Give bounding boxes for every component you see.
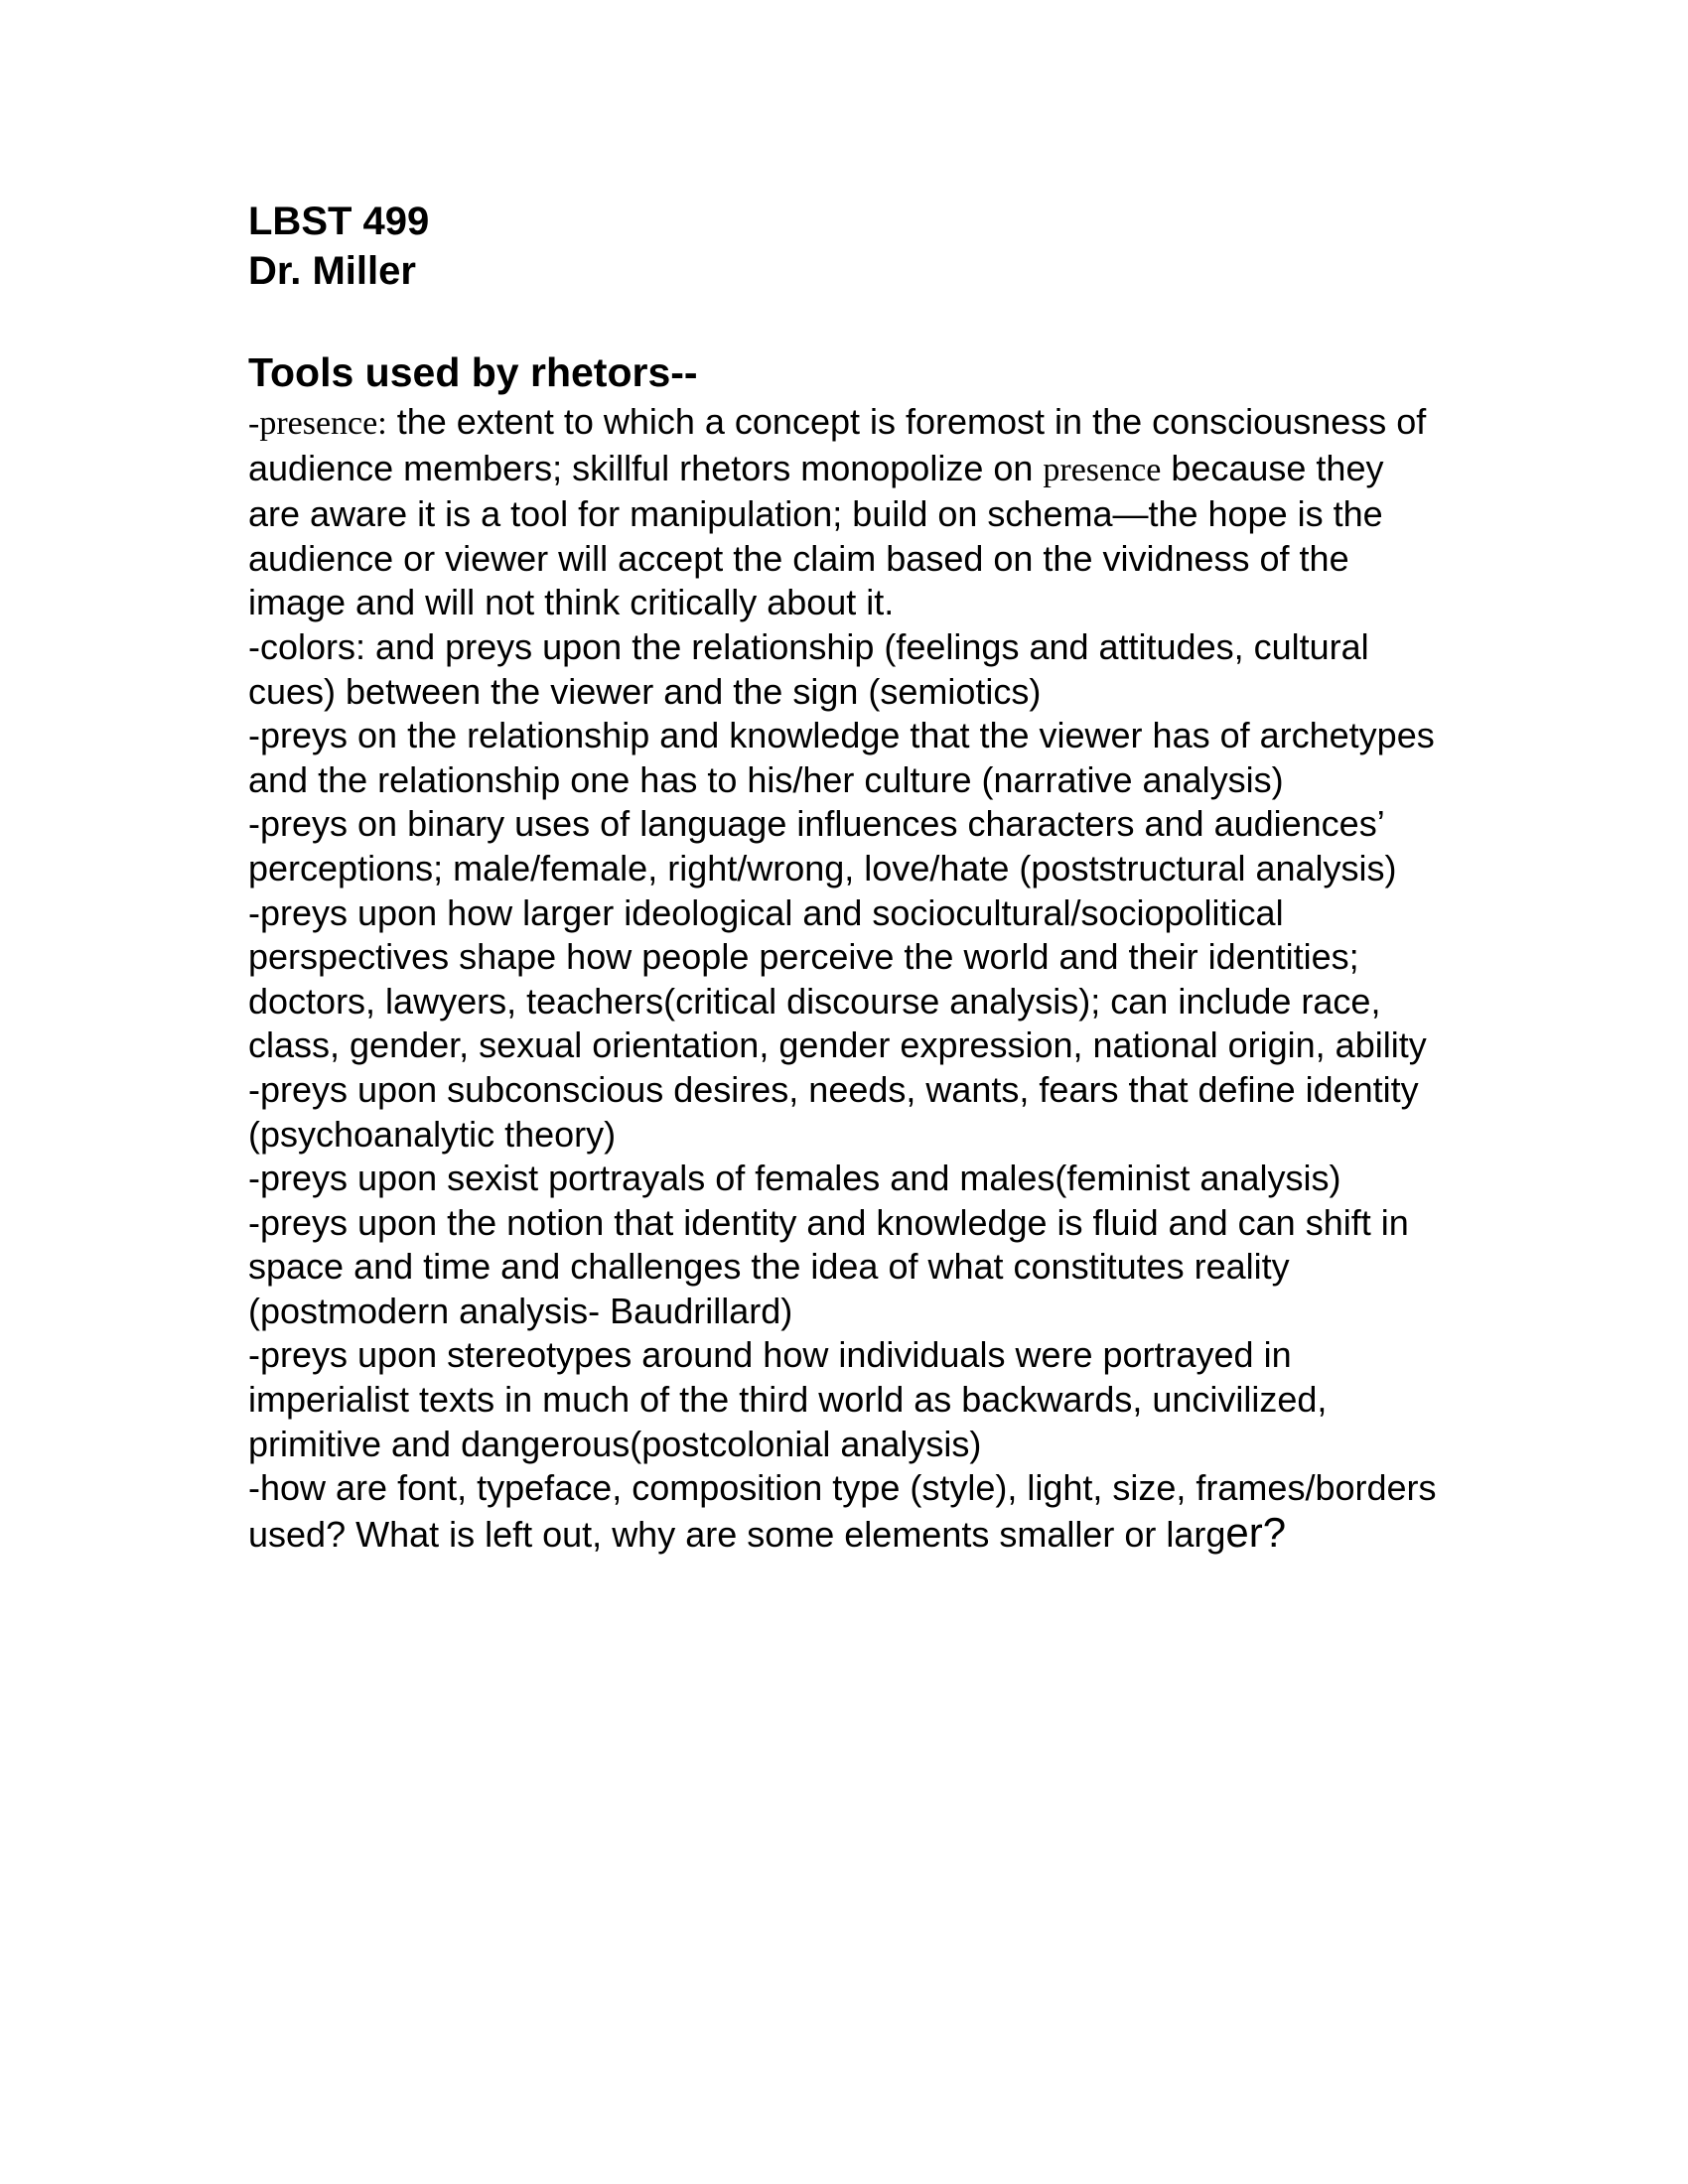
- visual-elements-text: -how are font, typeface, composition type (style), light, size, frames/borders used? What is left out, why are some elements smaller or larg: [248, 1467, 1437, 1555]
- tools-list: [248, 400, 1440, 1557]
- instructor-name: Dr. Miller: [248, 249, 416, 293]
- presence-term: -presence: [248, 405, 378, 442]
- presence-colon: :: [377, 405, 387, 442]
- paragraph-visual-elements: [248, 1466, 1440, 1557]
- presence-text-2: because they are aware it is a tool for manipulation; build on schema—the hope is the audience or viewer will accept the claim based on the vividness of the image and will not think critically about it.: [248, 447, 1384, 623]
- paragraph-narrative: -preys on the relationship and knowledge that the viewer has of archetypes and the relationship one has to his/her culture (narrative analysis): [248, 715, 1435, 800]
- section-title: Tools used by rhetors--: [248, 349, 698, 395]
- visual-elements-tail: er?: [1225, 1508, 1287, 1556]
- paragraph-presence: [248, 400, 1440, 625]
- paragraph-colors: -colors: and preys upon the relationship (feelings and attitudes, cultural cues) between the viewer and the sign (semiotics): [248, 625, 1369, 712]
- paragraph-poststructural: -preys on binary uses of language influences characters and audiences’ perceptions; male/female, right/wrong, love/hate (poststructural analysis): [248, 803, 1397, 888]
- presence-text-1: the extent to which a concept is foremost in the consciousness of audience members; skillful rhetors monopolize on: [248, 401, 1427, 488]
- paragraph-postcolonial: -preys upon stereotypes around how individuals were portrayed in imperialist texts in much of the third world as backwards, uncivilized, primitive and dangerous(postcolonial analysis): [248, 1334, 1328, 1464]
- presence-term-inline: presence: [1043, 451, 1162, 488]
- paragraph-feminist: -preys upon sexist portrayals of females and males(feminist analysis): [248, 1158, 1341, 1199]
- course-code: LBST 499: [248, 200, 430, 243]
- paragraph-psychoanalytic: -preys upon subconscious desires, needs, wants, fears that define identity (psychoanalytic theory): [248, 1068, 1419, 1155]
- document-page: [248, 197, 1440, 1557]
- spacer: [248, 296, 1440, 345]
- paragraph-postmodern: -preys upon the notion that identity and knowledge is fluid and can shift in space and time and challenges the idea of what constitutes reality (postmodern analysis- Baudrillard): [248, 1201, 1409, 1331]
- paragraph-critical-discourse: -preys upon how larger ideological and sociocultural/sociopolitical perspectives shape how people perceive the world and their identities; doctors, lawyers, teachers(critical discourse analysis); can include race, class, gender, sexual orientation, gender expression, national origin, ability: [248, 891, 1427, 1066]
